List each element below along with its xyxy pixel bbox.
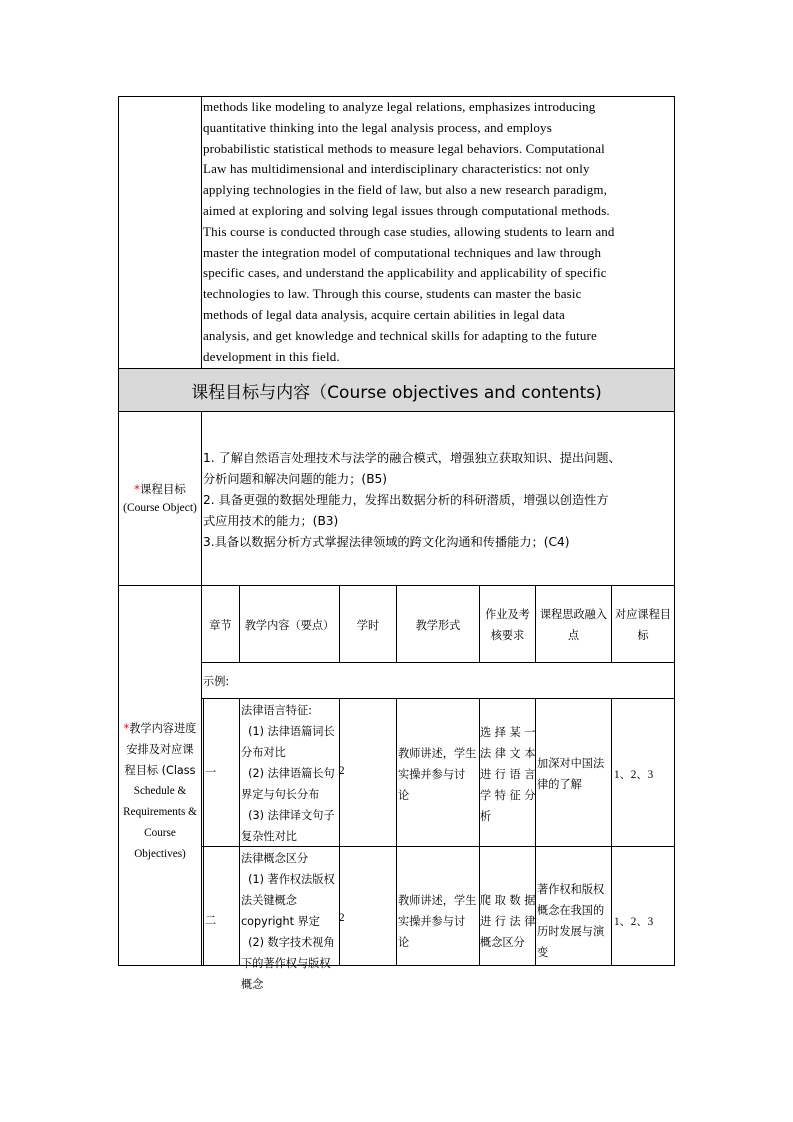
header-ideology-line: 课程思政融入 <box>539 607 608 621</box>
header-ideology <box>536 587 611 662</box>
row-form: 教师讲述，学生 实操并参与讨 论 <box>398 747 477 802</box>
row-form: 教师讲述，学生 实操并参与讨 论 <box>398 894 477 949</box>
row-content: 法律概念区分 (1) 著作权法版权 法关键概念 copyright 界定 (2) 数字技术视角 下的著作权与版权 概念 <box>241 852 335 991</box>
header-form <box>397 587 479 662</box>
schedule-label-line: 程目标 (Class <box>124 764 196 777</box>
objective-line: 1. 了解自然语言处理技术与法学的融合模式，增强独立获取知识、提出问题、 <box>203 451 621 465</box>
description-line: methods like modeling to analyze legal relations, emphasizes introducing <box>203 99 596 114</box>
objectives-label-cn: 课程目标 <box>139 481 186 496</box>
header-goals-line: 对应课程目 <box>615 607 671 621</box>
header-form-text: 教学形式 <box>415 618 461 632</box>
description-line: applying technologies in the field of law, but also a new research paradigm, <box>203 182 608 198</box>
description-line: quantitative thinking into the legal analysis process, and employs <box>203 119 552 135</box>
header-goals-line: 标 <box>637 628 649 642</box>
row-hours: 2 <box>339 912 345 924</box>
description-line: master the integration model of computational techniques and law through <box>203 244 602 260</box>
description-line: probabilistic statistical methods to measure legal behaviors. Computational <box>203 140 605 156</box>
description-line: methods of legal data analysis, acquire certain abilities in legal data <box>203 306 565 322</box>
example-label-text: 示例: <box>203 674 230 688</box>
objective-line: 3.具备以数据分析方式掌握法律领域的跨文化沟通和传播能力；(C4) <box>203 535 570 549</box>
row-ideology: 著作权和版权 概念在我国的 历时发展与演 变 <box>537 883 605 959</box>
schedule-label <box>119 718 201 865</box>
objective-line: 分析问题和解决问题的能力；(B5) <box>203 472 388 486</box>
header-hours-text: 学时 <box>356 618 380 632</box>
header-chapter <box>202 587 239 662</box>
objective-line: 2. 具备更强的数据处理能力，发挥出数据分析的科研潜质，增强以创造性方 <box>203 493 609 507</box>
header-content <box>240 587 339 662</box>
header-goals <box>612 587 674 662</box>
description-line: development in this field. <box>203 348 340 364</box>
schedule-label-line: 安排及对应课 <box>126 743 194 756</box>
objectives-label-en: (Course Object) <box>123 501 197 514</box>
schedule-label-line: Course <box>144 827 176 839</box>
row-chapter: 一 <box>205 766 217 779</box>
row-chapter: 二 <box>205 914 217 927</box>
description-line: Law has multidimensional and interdisciplinary characteristics: not only <box>203 161 590 177</box>
objectives-label <box>119 412 201 585</box>
course-description <box>203 97 675 367</box>
header-homework <box>480 587 535 662</box>
schedule-label-line: Requirements & <box>123 806 197 818</box>
objectives-list <box>203 448 677 553</box>
header-homework-line: 核要求 <box>490 628 525 642</box>
row-ideology: 加深对中国法 律的了解 <box>537 757 605 791</box>
description-line: aimed at exploring and solving legal issues through computational methods. <box>203 202 610 218</box>
objective-line: 式应用技术的能力；(B3) <box>203 514 339 528</box>
schedule-label-line: 教学内容进度 <box>129 722 197 735</box>
schedule-label-line: Objectives) <box>134 848 186 860</box>
header-homework-line: 作业及考 <box>485 607 530 621</box>
row-content: 法律语言特征: (1) 法律语篇词长 分布对比 (2) 法律语篇长句 界定与句长分布 (3) 法律译文句子 复杂性对比 <box>241 704 335 843</box>
header-chapter-text: 章节 <box>209 618 232 632</box>
row-homework: 选 择 某 一 法 律 文 本 进 行 语 言 学 特 征 分 析 <box>480 726 536 823</box>
description-line: specific cases, and understand the applicability and applicability of specific <box>203 265 607 281</box>
description-line: This course is conducted through case studies, allowing students to learn and <box>203 223 615 239</box>
row-goals: 1、2、3 <box>614 916 654 928</box>
section-header <box>119 369 674 411</box>
row-hours: 2 <box>339 765 345 777</box>
row-homework: 爬 取 数 据 进 行 法 律 概念区分 <box>480 894 536 949</box>
description-line: analysis, and get knowledge and technical skills for adapting to the future <box>203 327 597 343</box>
description-line: technologies to law. Through this course, students can master the basic <box>203 286 582 302</box>
header-ideology-line: 点 <box>567 628 580 642</box>
row-goals: 1、2、3 <box>614 769 654 781</box>
example-label <box>203 663 229 698</box>
section-header-text: 课程目标与内容（Course objectives and contents) <box>191 382 602 403</box>
header-content-text: 教学内容（要点） <box>244 618 335 632</box>
required-mark: * <box>123 722 130 735</box>
schedule-label-line: Schedule & <box>133 785 187 797</box>
header-hours <box>340 587 396 662</box>
required-mark: * <box>134 481 140 496</box>
